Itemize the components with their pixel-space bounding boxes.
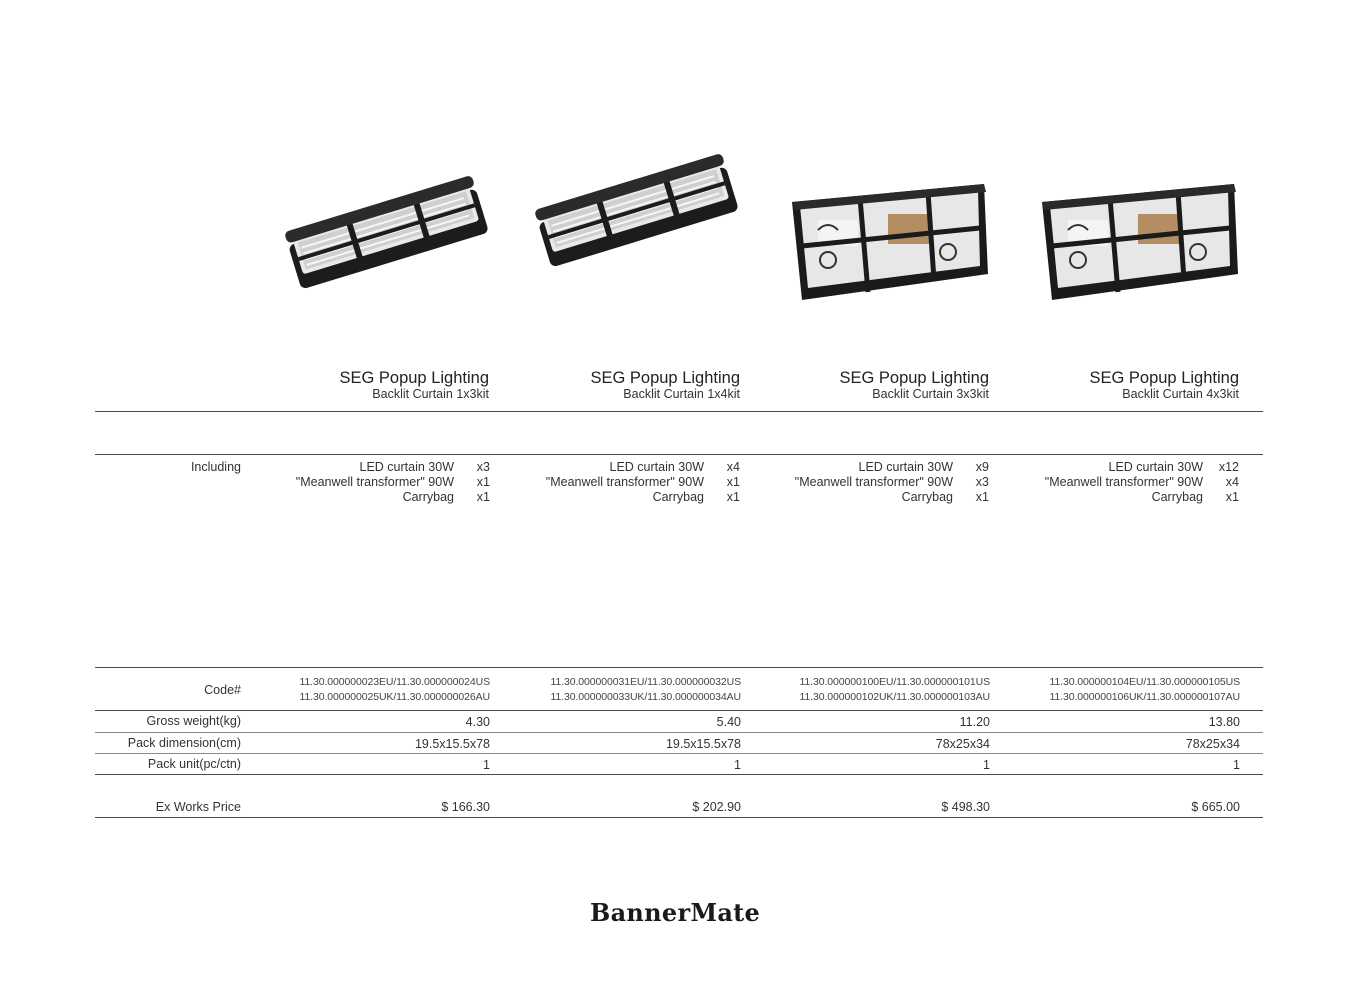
product-code-3: 11.30.000000100EU/11.30.000000101US 11.30.000000102UK/11.30.000000103AU	[799, 676, 990, 703]
product-name: SEG Popup Lighting	[339, 369, 489, 387]
pack-dimension-3: 78x25x34	[935, 737, 990, 751]
price-2: $ 202.90	[692, 800, 741, 814]
product-variant: Backlit Curtain 1x3kit	[372, 387, 489, 401]
price-1: $ 166.30	[441, 800, 490, 814]
list-item: LED curtain 30W x9	[858, 460, 989, 474]
price-3: $ 498.30	[941, 800, 990, 814]
pack-unit-4: 1	[1233, 758, 1240, 772]
list-item: Carrybag x1	[1151, 490, 1239, 504]
brand-logo: BannerMate	[590, 898, 761, 927]
product-variant: Backlit Curtain 3x3kit	[872, 387, 989, 401]
pack-unit-1: 1	[483, 758, 490, 772]
product-variant: Backlit Curtain 1x4kit	[623, 387, 740, 401]
product-title-1	[259, 370, 489, 401]
list-item: "Meanwell transformer" 90W x4	[1044, 475, 1239, 489]
product-image-3	[788, 170, 993, 302]
divider	[95, 667, 1263, 668]
divider	[95, 817, 1263, 818]
including-list-4	[1019, 460, 1239, 505]
product-code-4: 11.30.000000104EU/11.30.000000105US 11.30.000000106UK/11.30.000000107AU	[1049, 676, 1240, 703]
product-title-2	[510, 370, 740, 401]
product-name: SEG Popup Lighting	[1089, 369, 1239, 387]
list-item: "Meanwell transformer" 90W x1	[295, 475, 490, 489]
product-variant: Backlit Curtain 4x3kit	[1122, 387, 1239, 401]
price-4: $ 665.00	[1191, 800, 1240, 814]
pack-unit-2: 1	[734, 758, 741, 772]
pack-dimension-1: 19.5x15.5x78	[414, 737, 490, 751]
product-title-4	[1009, 370, 1239, 401]
divider	[95, 454, 1263, 455]
list-item: "Meanwell transformer" 90W x3	[794, 475, 989, 489]
gross-weight-1: 4.30	[465, 715, 490, 729]
product-image-4	[1038, 170, 1243, 302]
pack-dimension-4: 78x25x34	[1185, 737, 1240, 751]
gross-weight-4: 13.80	[1208, 715, 1240, 729]
list-item: LED curtain 30W x3	[359, 460, 490, 474]
gross-weight-2: 5.40	[716, 715, 741, 729]
list-item: Carrybag x1	[901, 490, 989, 504]
pack-unit-label: Pack unit(pc/ctn)	[147, 757, 241, 771]
list-item: LED curtain 30W x4	[609, 460, 740, 474]
divider	[95, 732, 1263, 733]
pack-dimension-label: Pack dimension(cm)	[127, 736, 241, 750]
price-label: Ex Works Price	[155, 800, 241, 814]
product-image-1	[282, 176, 494, 298]
including-list-2	[520, 460, 740, 505]
divider	[95, 710, 1263, 711]
divider	[95, 774, 1263, 775]
product-code-1: 11.30.000000023EU/11.30.000000024US 11.30.000000025UK/11.30.000000026AU	[299, 676, 490, 703]
product-image-2	[532, 154, 744, 276]
list-item: Carrybag x1	[652, 490, 740, 504]
product-name: SEG Popup Lighting	[839, 369, 989, 387]
including-label: Including	[190, 460, 241, 474]
list-item: "Meanwell transformer" 90W x1	[545, 475, 740, 489]
including-list-1	[270, 460, 490, 505]
including-list-3	[769, 460, 989, 505]
divider	[95, 411, 1263, 412]
gross-weight-label: Gross weight(kg)	[146, 714, 241, 728]
code-label: Code#	[204, 683, 241, 697]
pack-unit-3: 1	[983, 758, 990, 772]
pack-dimension-2: 19.5x15.5x78	[665, 737, 741, 751]
product-title-3	[759, 370, 989, 401]
gross-weight-3: 11.20	[959, 715, 990, 729]
list-item: Carrybag x1	[402, 490, 490, 504]
divider	[95, 753, 1263, 754]
list-item: LED curtain 30W x12	[1108, 460, 1239, 474]
product-name: SEG Popup Lighting	[590, 369, 740, 387]
product-code-2: 11.30.000000031EU/11.30.000000032US 11.30.000000033UK/11.30.000000034AU	[550, 676, 741, 703]
